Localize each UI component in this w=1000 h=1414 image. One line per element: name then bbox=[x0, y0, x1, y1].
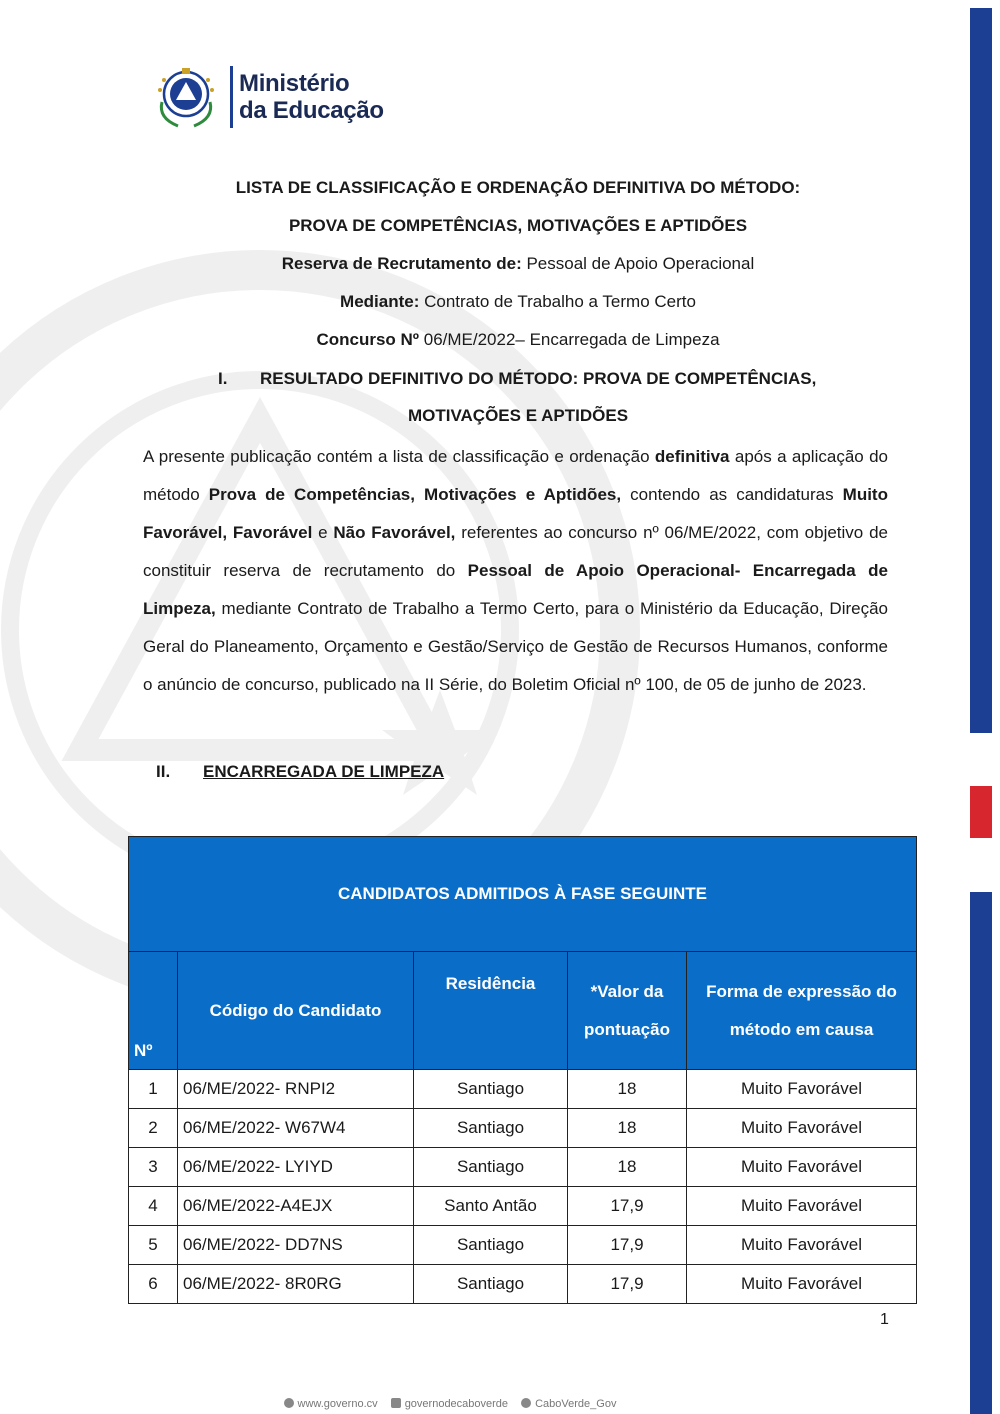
expression-form: Muito Favorável bbox=[687, 1148, 917, 1187]
footer-twitter[interactable]: CaboVerde_Gov bbox=[521, 1398, 616, 1410]
score-value: 18 bbox=[568, 1070, 687, 1109]
col-header-form: Forma de expressão do método em causa bbox=[687, 952, 917, 1070]
score-value: 17,9 bbox=[568, 1187, 687, 1226]
score-value: 17,9 bbox=[568, 1265, 687, 1304]
candidates-table bbox=[128, 836, 917, 1304]
row-number: 3 bbox=[129, 1148, 178, 1187]
expression-form: Muito Favorável bbox=[687, 1109, 917, 1148]
col-header-residence: Residência bbox=[414, 952, 568, 1070]
table-row bbox=[129, 1265, 917, 1304]
footer-site[interactable]: www.governo.cv bbox=[284, 1398, 378, 1410]
col-header-number: Nº bbox=[129, 952, 178, 1070]
candidate-code: 06/ME/2022- LYIYD bbox=[178, 1148, 414, 1187]
score-value: 18 bbox=[568, 1148, 687, 1187]
mediante-label: Mediante: bbox=[340, 292, 420, 311]
flag-stripe-blue-top bbox=[970, 8, 992, 733]
residence: Santiago bbox=[414, 1070, 568, 1109]
flag-stripe-red bbox=[970, 786, 992, 838]
flag-stripe-blue-bottom bbox=[970, 892, 992, 1414]
intro-paragraph: A presente publicação contém a lista de classificação e ordenação definitiva após a aplicação do método Prova de Competências, Motivações e Aptidões, contendo as candidaturas Muito Favorável, Favorável e Não Favorável, referentes ao concurso nº 06/ME/2022, com objetivo de constituir reserva de recrutamento do Pessoal de Apoio Operacional- Encarregada de Limpeza, mediante Contrato de Trabalho a Termo Certo, para o Ministério da Educação, Direção Geral do Planeamento, Orçamento e Gestão/Serviço de Gestão de Recursos Humanos, conforme o anúncio de concurso, publicado na II Série, do Boletim Oficial nº 100, de 05 de junho de 2023. bbox=[143, 447, 888, 694]
row-number: 5 bbox=[129, 1226, 178, 1265]
score-value: 18 bbox=[568, 1109, 687, 1148]
ministry-name-line2: da Educação bbox=[239, 97, 384, 124]
section2-title: ENCARREGADA DE LIMPEZA bbox=[203, 762, 445, 781]
document-title-line2: PROVA DE COMPETÊNCIAS, MOTIVAÇÕES E APTIDÕES bbox=[288, 216, 748, 235]
table-row bbox=[129, 1148, 917, 1187]
mediante-line bbox=[0, 292, 1000, 312]
table-row bbox=[129, 1187, 917, 1226]
national-seal-icon bbox=[148, 62, 224, 132]
globe-icon bbox=[284, 1398, 294, 1408]
table-row bbox=[129, 1109, 917, 1148]
twitter-icon bbox=[521, 1398, 531, 1408]
candidate-code: 06/ME/2022-A4EJX bbox=[178, 1187, 414, 1226]
page-number: 1 bbox=[880, 1311, 889, 1328]
section1-number: I. bbox=[218, 369, 228, 388]
candidate-code: 06/ME/2022- DD7NS bbox=[178, 1226, 414, 1265]
residence: Santiago bbox=[414, 1148, 568, 1187]
residence: Santiago bbox=[414, 1109, 568, 1148]
expression-form: Muito Favorável bbox=[687, 1070, 917, 1109]
expression-form: Muito Favorável bbox=[687, 1265, 917, 1304]
concurso-value: 06/ME/2022– Encarregada de Limpeza bbox=[423, 330, 720, 349]
section1-title-line2: MOTIVAÇÕES E APTIDÕES bbox=[407, 406, 629, 425]
footer bbox=[0, 1398, 900, 1410]
table-row bbox=[129, 1070, 917, 1109]
ministry-logo bbox=[148, 62, 384, 132]
row-number: 4 bbox=[129, 1187, 178, 1226]
table-caption: CANDIDATOS ADMITIDOS À FASE SEGUINTE bbox=[129, 837, 917, 952]
concurso-label: Concurso Nº bbox=[316, 330, 419, 349]
candidate-code: 06/ME/2022- RNPI2 bbox=[178, 1070, 414, 1109]
residence: Santo Antão bbox=[414, 1187, 568, 1226]
col-header-value: *Valor da pontuação bbox=[568, 952, 687, 1070]
section2-number: II. bbox=[156, 762, 171, 781]
row-number: 6 bbox=[129, 1265, 178, 1304]
logo-divider bbox=[230, 66, 233, 128]
reserva-value: Pessoal de Apoio Operacional bbox=[526, 254, 755, 273]
candidate-code: 06/ME/2022- 8R0RG bbox=[178, 1265, 414, 1304]
expression-form: Muito Favorável bbox=[687, 1226, 917, 1265]
candidate-code: 06/ME/2022- W67W4 bbox=[178, 1109, 414, 1148]
residence: Santiago bbox=[414, 1226, 568, 1265]
residence: Santiago bbox=[414, 1265, 568, 1304]
reserva-label: Reserva de Recrutamento de: bbox=[281, 254, 522, 273]
col-header-code: Código do Candidato bbox=[178, 952, 414, 1070]
expression-form: Muito Favorável bbox=[687, 1187, 917, 1226]
concurso-line bbox=[0, 330, 1000, 350]
section1-title-line1: RESULTADO DEFINITIVO DO MÉTODO: PROVA DE COMPETÊNCIAS, bbox=[260, 369, 817, 388]
ministry-name bbox=[239, 70, 384, 124]
footer-facebook[interactable]: governodecaboverde bbox=[391, 1398, 508, 1410]
row-number: 2 bbox=[129, 1109, 178, 1148]
document-title-line1: LISTA DE CLASSIFICAÇÃO E ORDENAÇÃO DEFINITIVA DO MÉTODO: bbox=[235, 178, 801, 197]
mediante-value: Contrato de Trabalho a Termo Certo bbox=[424, 292, 696, 311]
reserva-line bbox=[0, 254, 1000, 274]
ministry-name-line1: Ministério bbox=[239, 70, 350, 97]
score-value: 17,9 bbox=[568, 1226, 687, 1265]
facebook-icon bbox=[391, 1398, 401, 1408]
table-row bbox=[129, 1226, 917, 1265]
row-number: 1 bbox=[129, 1070, 178, 1109]
